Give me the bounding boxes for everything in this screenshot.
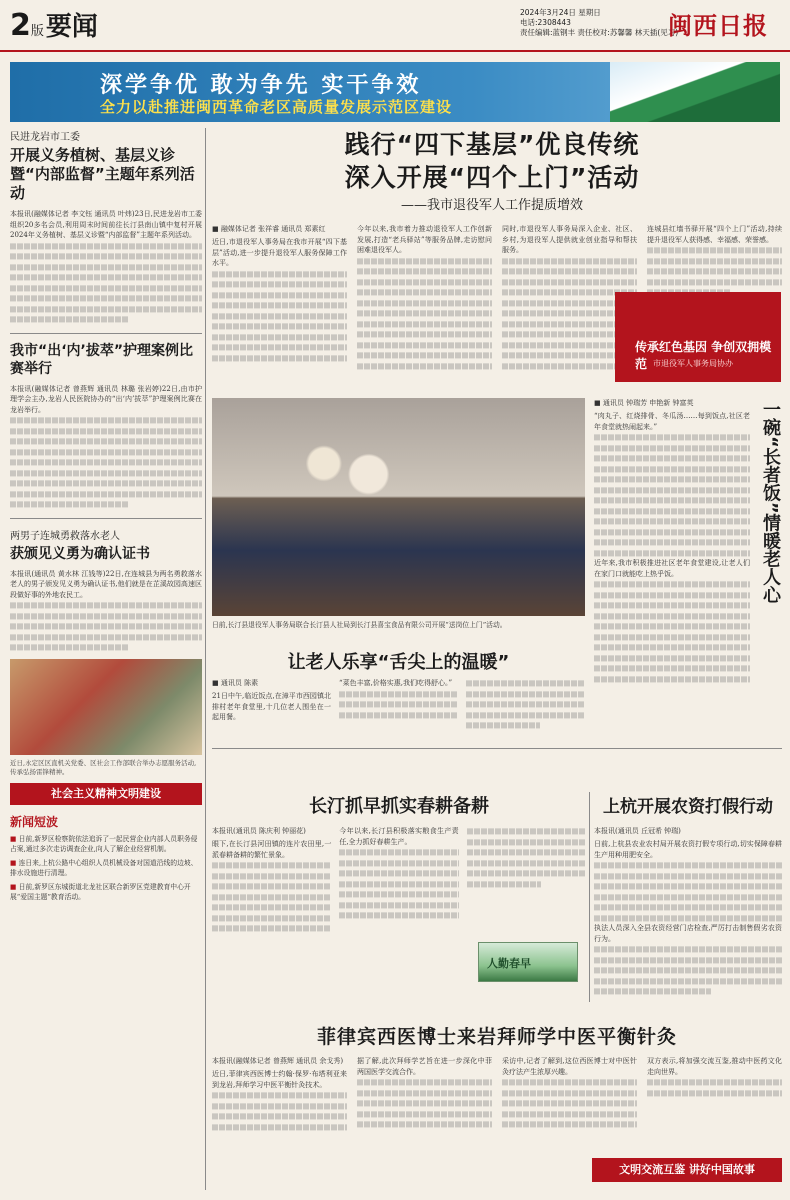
- bullet-icon: ■: [10, 858, 17, 867]
- edition-suffix: 版: [30, 24, 44, 39]
- spring-headline: 长汀抓早抓实春耕备耕: [309, 796, 489, 817]
- sponsor-line1: 传承红色基因 争创双拥模范: [635, 340, 772, 371]
- story-lead: 本报讯(通讯员 黄水林 江钱等)22日,在连城县为两名勇救落水老人的男子颁发见义勇为确认证书,他们就是在芷溪故园高速区段做好事的外地农民工。: [10, 569, 202, 599]
- photo-caption: 近日,永定区区直机关党委、区社会工作部联合举办志愿服务活动,传承弘扬雷锋精神。: [10, 758, 197, 776]
- lead-photo-caption: 日前,长汀县退役军人事务局联合长汀县人社局到长汀县喜宝食品有限公司开展“送岗位上门”活动。: [212, 621, 507, 629]
- lead-story-body: ■ 融媒体记者 张祥睿 通讯员 郑素红 近日,市退役军人事务局在我市开展“四下基层”活动,进一步提升退役军人服务保障工作水平。 今年以来,我市着力推动退役军人工作创新发展,打造“老兵驿站”等服务品牌,走访慰问困难退役军人。 同时,市退役军人事务局深入企业、社区、乡村,为退役军人提供就业创业指导和帮扶服务。 连城县红墙书驿开展“四个上门”活动,持续提升退役军人获得感、幸福感、荣誉感。: [212, 224, 782, 384]
- masthead-info: [520, 8, 678, 38]
- story-kicker: 两男子连城勇救落水老人: [10, 530, 120, 542]
- edition-label: [10, 6, 98, 43]
- masthead: [0, 0, 790, 52]
- story-lead: 本报讯(融媒体记者 李文钰 通讯员 叶炜)23日,民进龙岩市工委组织20多名会员,利用周末时间前往长汀县南山镇中复村开展2024年义务植树、基层义诊暨“内部监督”主题年系列活动。: [10, 210, 202, 239]
- volunteer-photo: [10, 659, 202, 755]
- story-nursing-contest: [10, 342, 202, 510]
- phone: 电话:2308443: [520, 18, 571, 27]
- editors-line: 责任编辑:蓝钢丰 责任校对:苏馨馨 林天插(见习): [520, 28, 679, 37]
- bullet-icon: ■: [10, 834, 17, 843]
- lead-subhead: ——我市退役军人工作提质增效: [400, 198, 583, 213]
- story-kicker: 民进龙岩市工委: [10, 132, 80, 143]
- feast-headline: 让老人乐享“舌尖上的温暖”: [287, 652, 510, 673]
- brief-item: ■ 连日来,上杭公路中心组织人员机械设备对国道沿线的边坡、排水设施进行清理。: [10, 858, 198, 877]
- section-name: 要闻: [45, 12, 98, 42]
- story-headline: 开展义务植树、基层义诊暨“内部监督”主题年系列活动: [10, 146, 195, 202]
- brief-item: ■ 日前,新罗区检察院依法追诉了一起民营企业内部人员职务侵占案,通过多次走访调查企业,向人了解企业经营机制。: [10, 834, 198, 853]
- story-rescue: [10, 527, 202, 653]
- story-tree-planting: [10, 128, 202, 325]
- doctor-story-body: 本报讯(融媒体记者 曾燕辉 通讯员 余戈秀) 近日,菲律宾西医博士约翰·保罗·布塔利亚来到龙岩,拜师学习中医平衡针灸技术。 据了解,此次拜师学艺旨在进一步深化中菲两国医学交流合作。 采访中,记者了解到,这位西医博士对中医针灸疗法产生浓厚兴趣。 双方表示,将加强交流互鉴,推动中医药文化走向世界。: [212, 1056, 782, 1132]
- sponsor-line2: 市退役军人事务局协办: [653, 359, 733, 368]
- lead-headline-line2: 深入开展“四个上门”活动: [344, 163, 640, 192]
- byline: ■ 通讯员 钟瑞芳 申艳新 钟富英: [594, 399, 694, 407]
- train-illustration: [610, 62, 780, 122]
- bowl-story-body: ■ 通讯员 钟瑞芳 申艳新 钟富英 “肉丸子、红烧排骨、冬瓜汤……每到饭点,社区老年食堂就热闹起来。” 近年来,我市积极推进社区老年食堂建设,让老人们在家门口就能吃上热乎饭。: [594, 398, 750, 718]
- edition-number: 2: [10, 8, 31, 43]
- doctor-tag: 文明交流互鉴 讲好中国故事: [592, 1158, 782, 1182]
- slogan-banner: [10, 62, 780, 122]
- banner-line1: 深学争优 敢为争先 实干争效: [100, 73, 422, 98]
- story-headline: 我市“出‘内’拔萃”护理案例比赛举行: [10, 342, 194, 377]
- section-tag: 社会主义精神文明建设: [10, 783, 202, 805]
- paper-name: 闽西日报: [668, 11, 768, 40]
- sponsor-box: [615, 292, 781, 382]
- lead-photo: [212, 398, 585, 616]
- briefs-title: 新闻短波: [10, 814, 59, 829]
- brief-item: ■ 日前,新罗区东城街道北龙社区联合新罗区党建教育中心开展“爱国主题”教育活动。: [10, 882, 191, 901]
- shanghang-headline: 上杭开展农资打假行动: [603, 797, 773, 817]
- shanghang-story-body: 本报讯(通讯员 丘冠希 钟瑞) 日前,上杭县农业农村局开展农资打假专项行动,切实保障春耕生产用种用肥安全。 执法人员深入全县农资经营门店检查,严厉打击制售假劣农资行为。: [594, 826, 782, 997]
- lead-story-header: [212, 128, 772, 216]
- spring-photo-label: 人勤春早: [487, 957, 531, 970]
- story-lead: 本报讯(融媒体记者 曾燕辉 通讯员 林璐 张岩婷)22日,由市护理学会主办,龙岩人民医院协办的“出‘内’拔萃”护理案例比赛在龙岩举行。: [10, 384, 202, 414]
- byline: ■ 融媒体记者 张祥睿 通讯员 郑素红: [212, 225, 326, 233]
- story-headline: 获颁见义勇为确认证书: [10, 545, 150, 562]
- feast-story-body: ■ 通讯员 陈素 21日中午,临近饭点,在漳平市西园镇北排村老年食堂里,十几位老人围坐在一起用餐。 “菜色丰富,价格实惠,我们吃得舒心。”: [212, 678, 585, 731]
- doctor-headline: 菲律宾西医博士来岩拜师学中医平衡针灸: [316, 1026, 677, 1048]
- left-column: [10, 128, 202, 1190]
- banner-line2: 全力以赴推进闽西革命老区高质量发展示范区建设: [100, 98, 453, 116]
- spring-photo: [478, 942, 578, 982]
- issue-date: 2024年3月24日 星期日: [520, 8, 601, 17]
- bullet-icon: ■: [10, 882, 17, 891]
- spring-story-body: 本报讯(通讯员 陈庆利 钟丽花) 眼下,在长汀县河田镇的连片农田里,一派春耕备耕的繁忙景象。 今年以来,长汀县积极落实粮食生产责任,全力抓好春耕生产。: [212, 826, 586, 934]
- bowl-headline: 一碗“长者饭”情暖老人心: [760, 400, 781, 604]
- lead-headline-line1: 践行“四下基层”优良传统: [344, 130, 640, 159]
